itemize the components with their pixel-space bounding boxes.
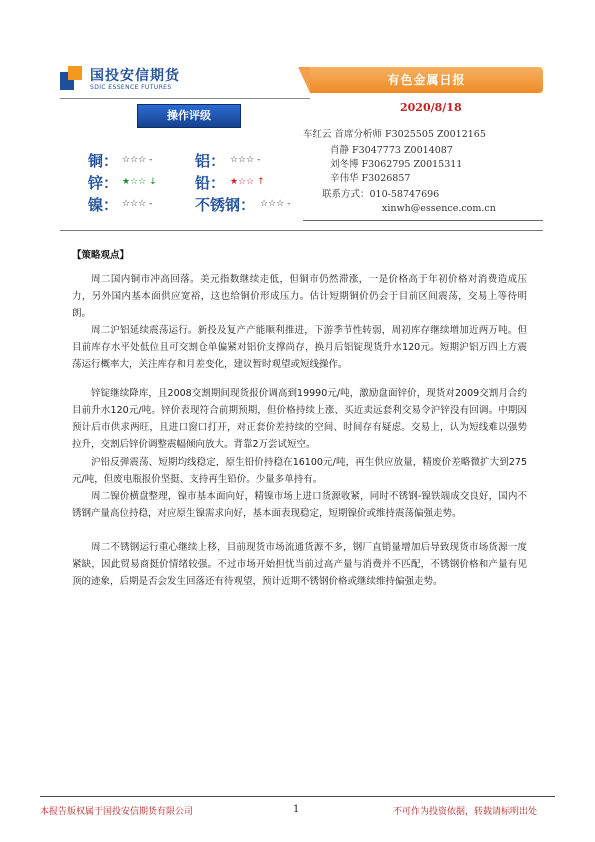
metal-label-copper: 铜： <box>88 152 119 170</box>
analyst-line: 肖静 F3047773 Z0014087 <box>330 145 453 156</box>
analyst-line: 刘冬博 F3062795 Z0015311 <box>330 159 463 170</box>
paragraph-copper: 周二国内铜市冲高回落。美元指数继续走低，但铜市仍然滞涨，一是价格高于年初价格对消费造成压力，另外国内基本面供应宽裕，这也给铜价形成压力。估计短期铜价仍会于目前区间震荡，交易上等待明朗。 <box>72 274 527 319</box>
contact-label: 联系方式： <box>322 189 370 200</box>
rating-lead: ★☆☆ ↑ <box>230 177 265 187</box>
paragraph-nickel: 周二镍价横盘整理，镍市基本面向好，精镍市场上进口货源收紧，同时不锈钢-镍铁端成交良好，国内不锈钢产量高位持稳，对应原生镍需求向好，基本面表现稳定，短期镍价或维持震荡偏强走势。 <box>72 491 527 519</box>
rating-stainless-steel: ☆☆☆ - <box>260 199 291 209</box>
footer-copyright: 本报告版权属于国投安信期货有限公司 <box>40 807 194 817</box>
contact-line <box>322 186 439 200</box>
header-divider <box>60 98 310 99</box>
logo-english-name: SDIC ESSENCE FUTURES <box>90 84 172 91</box>
metal-label-lead: 铅： <box>195 174 226 192</box>
contact-phone: 010-58747696 <box>369 189 440 200</box>
report-title-banner: 有色金属日报 <box>310 67 543 93</box>
company-logo <box>60 66 220 96</box>
rating-copper: ☆☆☆ - <box>122 155 153 165</box>
paragraph-aluminum: 周二沪铝延续震荡运行。新投及复产产能顺利推进，下游季节性转弱，周初库存继续增加近两万吨。但目前库存水平处低位且可交割仓单偏紧对铝价支撑尚存，换月后铝锭现货升水120元。短期沪铝万四上方震荡运行概率大，关注库存和月差变化，建议暂时观望或短线操作。 <box>72 325 527 370</box>
page-number: 1 <box>293 804 300 815</box>
analyst-line: 车红云 首席分析师 F3025505 Z0012165 <box>303 129 486 140</box>
logo-mark-icon <box>60 66 84 90</box>
metal-label-zinc: 锌： <box>88 174 119 192</box>
analyst-divider <box>303 220 543 221</box>
rating-nickel: ☆☆☆ - <box>122 199 153 209</box>
paragraph-zinc: 锌锭继续降库，且2008交割期间现货报价调高到19990元/吨，激励盘面锌价，现货对2009交割月合约目前升水120元/吨。锌价表现符合前期预期，但价格持续上涨、买近卖远套利交易令沪锌没有回调。中期因预计后市供求两旺，且进口窗口打开，对正套价差持续的空间、时间存有疑虑。交易上，认为短线难以强势拉升，交割后锌价调整震幅倾向放大。背靠2万尝试短空。 <box>72 388 527 450</box>
rating-aluminum: ☆☆☆ - <box>230 155 261 165</box>
paragraph-lead: 沪铅反弹震荡、短期均线稳定，原生铅价持稳在16100元/吨，再生供应放量，精废价差略微扩大到275元/吨，但废电瓶报价坚挺、支持再生铅价。少量多单持有。 <box>72 457 527 485</box>
metal-label-stainless-steel: 不锈钢： <box>195 196 256 214</box>
footer-disclaimer: 不可作为投资依据，转载请标明出处 <box>393 807 538 817</box>
rating-heading-button: 操作评级 <box>137 104 241 128</box>
section-title: 【策略观点】 <box>72 250 130 261</box>
contact-email: xinwh@essence.com.cn <box>382 203 496 214</box>
footer-divider <box>40 796 555 797</box>
metal-label-aluminum: 铝： <box>195 152 226 170</box>
report-date: 2020/8/18 <box>400 101 462 114</box>
analyst-line: 辛伟华 F3026857 <box>330 173 411 184</box>
rating-zinc: ★☆☆ ↓ <box>122 177 157 187</box>
logo-chinese-name: 国投安信期货 <box>90 68 180 84</box>
metal-label-nickel: 镍： <box>88 196 119 214</box>
section-divider <box>60 230 543 231</box>
paragraph-stainless-steel: 周二不锈钢运行重心继续上移，目前现货市场流通货源不多，钢厂直销量增加后导致现货市场货源一度紧缺，因此贸易商挺价情绪较强。不过市场开始担忧当前过高产量与消费并不匹配，不锈钢价格和产量有见顶的迹象，后期是否会发生回落还有待观望，预计近期不锈钢价格或继续维持偏强走势。 <box>72 542 527 587</box>
